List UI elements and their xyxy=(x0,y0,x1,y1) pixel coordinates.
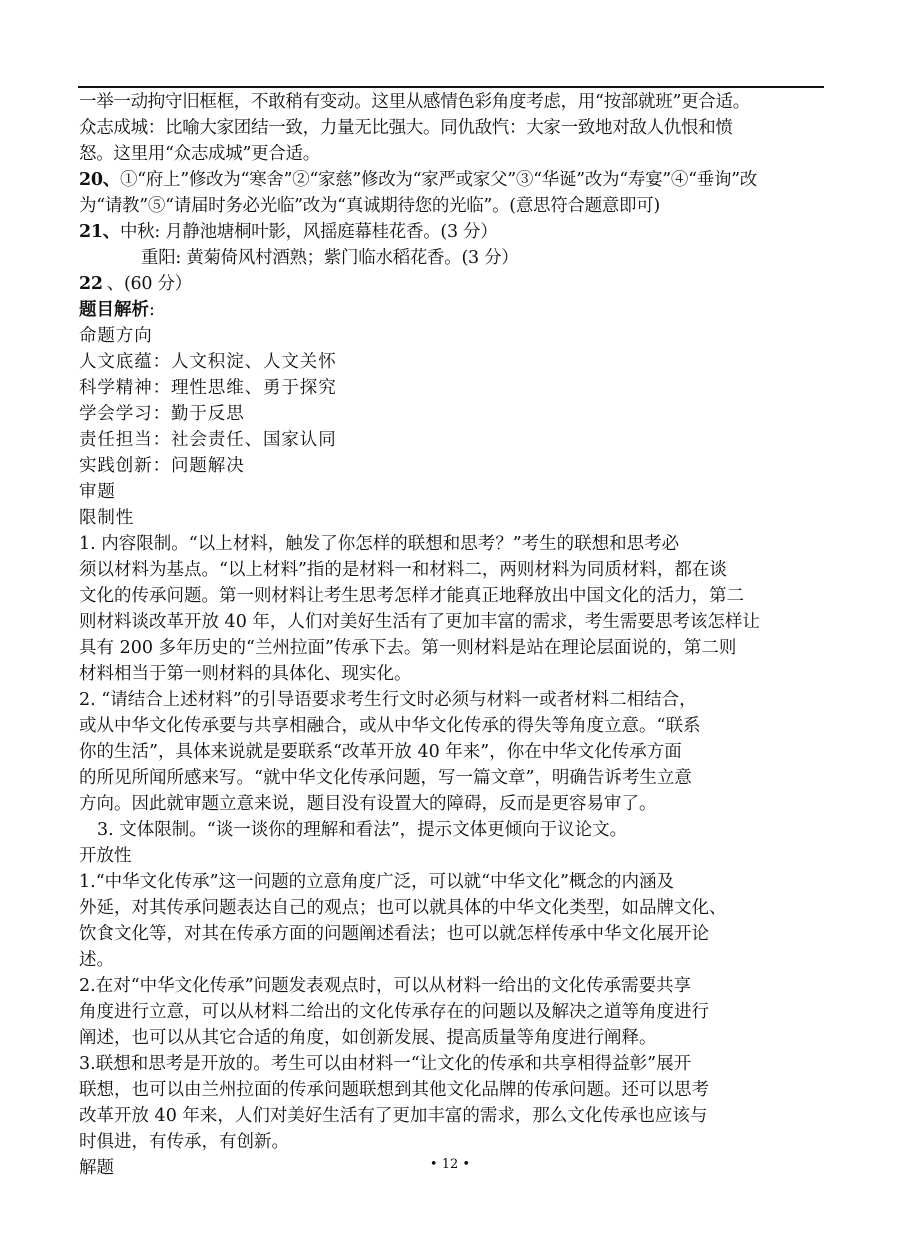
text-line: 文化的传承问题。第一则材料让考生思考怎样才能真正地释放出中国文化的活力，第二 xyxy=(79,586,744,606)
question-22 xyxy=(79,271,824,297)
text-line: 联想，也可以由兰州拉面的传承问题联想到其他文化品牌的传承问题。还可以思考 xyxy=(79,1080,709,1100)
top-rule xyxy=(78,86,824,88)
text-line: 则材料谈改革开放 40 年，人们对美好生活有了更加丰富的需求，考生需要思考该怎样让 xyxy=(79,612,760,632)
text-line: 审题 xyxy=(79,482,116,502)
text-line: 材料相当于第一则材料的具体化、现实化。 xyxy=(79,664,412,684)
text-line: 责任担当：社会责任、国家认同 xyxy=(79,430,337,450)
question-20 xyxy=(79,167,824,193)
text-line: 时俱进，有传承，有创新。 xyxy=(79,1132,289,1152)
text-line: 方向。因此就审题立意来说，题目没有设置大的障碍，反而是更容易审了。 xyxy=(79,794,657,814)
question-21 xyxy=(79,219,824,245)
text-line: 3.联想和思考是开放的。考生可以由材料一“让文化的传承和共享相得益彰”展开 xyxy=(79,1054,692,1074)
answer-text: 中秋: 月静池塘桐叶影，风摇庭幕桂花香。(3 分） xyxy=(119,222,498,242)
text-line: 3. 文体限制。“谈一谈你的理解和看法”，提示文体更倾向于议论文。 xyxy=(97,820,628,840)
text-line: 1. 内容限制。“以上材料，触发了你怎样的联想和思考？”考生的联想和思考必 xyxy=(79,534,680,554)
text-line: 为“请教”⑤“请届时务必光临”改为“真诚期待您的光临”。(意思符合题意即可) xyxy=(79,196,660,216)
text-line: 一举一动拘守旧框框，不敢稍有变动。这里从感情色彩角度考虑，用“按部就班”更合适。 xyxy=(79,92,750,112)
text-line: 2. “请结合上述材料”的引导语要求考生行文时必须与材料一或者材料二相结合， xyxy=(79,690,697,710)
answer-text: 、(60 分） xyxy=(106,274,192,294)
text-line: 学会学习：勤于反思 xyxy=(79,404,245,424)
text-line: 2.在对“中华文化传承”问题发表观点时，可以从材料一给出的文化传承需要共享 xyxy=(79,976,692,996)
text-line: 角度进行立意，可以从材料二给出的文化传承存在的问题以及解决之道等角度进行 xyxy=(79,1002,709,1022)
text-line: 怒。这里用“众志成城”更合适。 xyxy=(79,144,320,164)
section-heading xyxy=(79,297,824,323)
text-line: 众志成城：比喻大家团结一致，力量无比强大。同仇敌忾：大家一致地对敌人仇恨和愤 xyxy=(79,118,733,138)
text-line: 科学精神：理性思维、勇于探究 xyxy=(79,378,337,398)
analysis-colon: : xyxy=(149,300,155,320)
answer-text: ①“府上”修改为“寒舍”②“家慈”修改为“家严或家父”③“华诞”改为“寿宴”④“垂询”改 xyxy=(119,170,758,190)
text-line: 重阳: 黄菊倚风村酒熟；紫门临水稻花香。(3 分） xyxy=(141,248,519,268)
text-line: 外延，对其传承问题表达自己的观点；也可以就具体的中华文化类型，如品牌文化、 xyxy=(79,898,727,918)
text-line: 改革开放 40 年来，人们对美好生活有了更加丰富的需求，那么文化传承也应该与 xyxy=(79,1106,708,1126)
question-number: 20、 xyxy=(79,170,120,190)
text-line: 述。 xyxy=(79,950,114,970)
page-number: • 12 • xyxy=(429,1157,471,1172)
text-line: 实践创新：问题解决 xyxy=(79,456,245,476)
analysis-title: 题目解析 xyxy=(79,300,149,320)
text-line: 命题方向 xyxy=(79,326,153,346)
text-line: 阐述，也可以从其它合适的角度，如创新发展、提高质量等角度进行阐释。 xyxy=(79,1028,657,1048)
question-number: 22 xyxy=(79,274,103,294)
text-line: 解题 xyxy=(79,1158,114,1178)
text-line: 人文底蕴：人文积淀、人文关怀 xyxy=(79,352,337,372)
text-line: 你的生活”，具体来说就是要联系“改革开放 40 年来”，你在中华文化传承方面 xyxy=(79,742,682,762)
text-line: 或从中华文化传承要与共享相融合，或从中华文化传承的得失等角度立意。“联系 xyxy=(79,716,701,736)
text-line: 1.“中华文化传承”这一问题的立意角度广泛，可以就“中华文化”概念的内涵及 xyxy=(79,872,674,892)
text-line: 开放性 xyxy=(79,846,132,866)
question-number: 21、 xyxy=(79,222,120,242)
document-body xyxy=(79,89,824,1181)
text-line: 须以材料为基点。“以上材料”指的是材料一和材料二，两则材料为同质材料，都在谈 xyxy=(79,560,727,580)
text-line: 限制性 xyxy=(79,508,135,528)
text-line: 饮食文化等，对其在传承方面的问题阐述看法；也可以就怎样传承中华文化展开论 xyxy=(79,924,709,944)
text-line: 具有 200 多年历史的“兰州拉面”传承下去。第一则材料是站在理论层面说的，第二则 xyxy=(79,638,737,658)
text-line: 的所见所闻所感来写。“就中华文化传承问题，写一篇文章”，明确告诉考生立意 xyxy=(79,768,692,788)
